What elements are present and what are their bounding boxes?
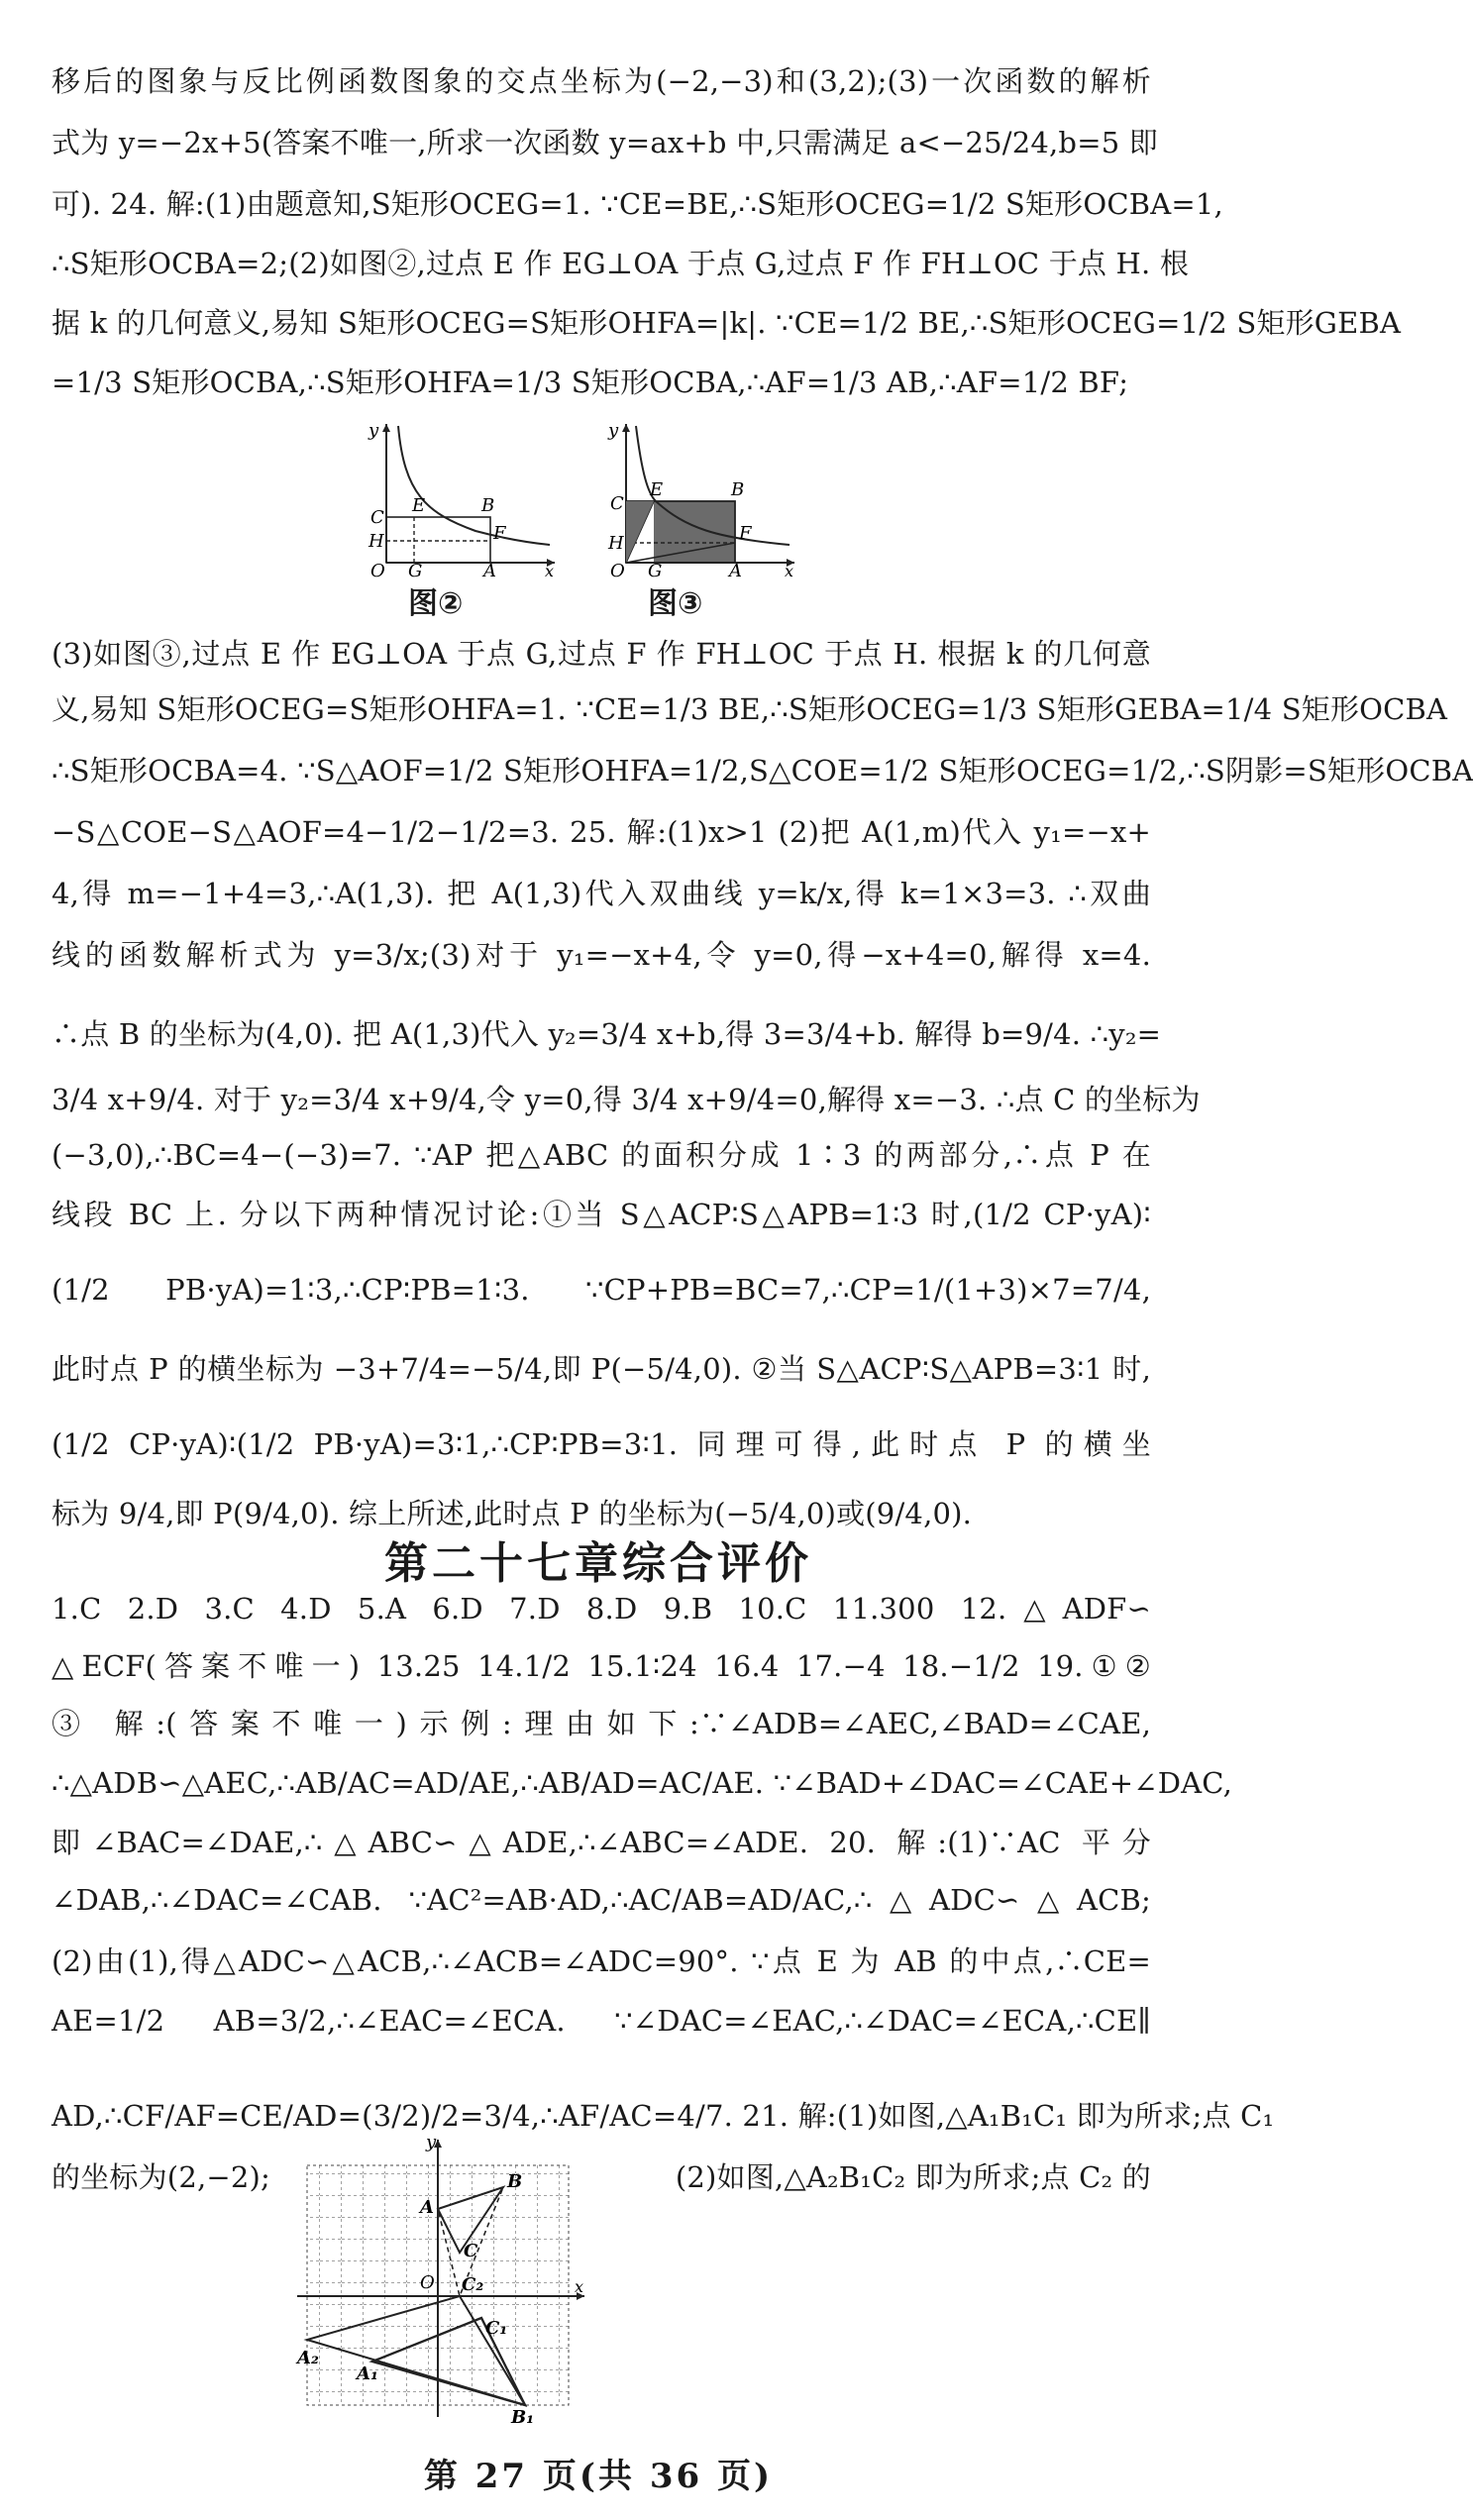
text-line: ∴点 B 的坐标为(4,0). 把 A(1,3)代入 y₂=3/4 x+b,得 3=3/4+b. 解得 b=9/4. ∴y₂= xyxy=(52,1017,1162,1051)
answer-line: 1.C 2.D 3.C 4.D 5.A 6.D 7.D 8.D 9.B 10.C 11.300 12.△ADF∽ xyxy=(52,1592,1151,1626)
grid-label: C₂ xyxy=(462,2274,484,2295)
text-line: 此时点 P 的横坐标为 −3+7/4=−5/4,即 P(−5/4,0). ②当 S△ACP∶S△APB=3∶1 时, xyxy=(52,1352,1151,1386)
text-line: (−3,0),∴BC=4−(−3)=7. ∵AP 把△ABC 的面积分成 1∶3 的两部分,∴点 P 在 xyxy=(52,1138,1151,1172)
page-footer: 第 27 页(共 36 页) xyxy=(423,2457,774,2496)
grid-label: A xyxy=(420,2197,434,2218)
figure-2-label: B xyxy=(481,495,495,516)
text-line: −S△COE−S△AOF=4−1/2−1/2=3. 25. 解:(1)x>1 (2)把 A(1,m)代入 y₁=−x+ xyxy=(52,815,1151,849)
figure-2-label: G xyxy=(408,561,423,581)
chapter-title: 第二十七章综合评价 xyxy=(384,1538,812,1589)
figure-2-label: x xyxy=(545,562,555,580)
figure-3-label: E xyxy=(650,479,664,500)
text-line: ∴S矩形OCBA=2;(2)如图②,过点 E 作 EG⊥OA 于点 G,过点 F 作 FH⊥OC 于点 H. 根 xyxy=(52,247,1190,280)
grid-label: A₁ xyxy=(357,2363,378,2384)
grid-label: x xyxy=(575,2277,584,2296)
figure-3-label: G xyxy=(648,561,663,581)
grid-label: C₁ xyxy=(485,2318,508,2339)
answer-line: 即∠BAC=∠DAE,∴△ABC∽△ADE,∴∠ABC=∠ADE. 20. 解:(1)∵AC 平分 xyxy=(52,1826,1151,1859)
grid-label: A₂ xyxy=(297,2348,319,2368)
text-line: =1/3 S矩形OCBA,∴S矩形OHFA=1/3 S矩形OCBA,∴AF=1/3 AB,∴AF=1/2 BF; xyxy=(52,366,1129,399)
grid-figure xyxy=(297,2130,594,2427)
answer-line: ∠DAB,∴∠DAC=∠CAB. ∵AC²=AB·AD,∴AC/AB=AD/AC,∴△ADC∽△ACB; xyxy=(52,1883,1151,1917)
figure-2-label: F xyxy=(493,523,506,544)
grid-label: B xyxy=(507,2171,523,2192)
text-line: (1/2 PB·yA)=1∶3,∴CP∶PB=1∶3. ∵CP+PB=BC=7,∴CP=1/(1+3)×7=7/4, xyxy=(52,1273,1151,1307)
grid-label: O xyxy=(420,2272,435,2293)
answer-line: ∴△ADB∽△AEC,∴AB/AC=AD/AE,∴AB/AD=AC/AE. ∵∠BAD+∠DAC=∠CAE+∠DAC, xyxy=(52,1766,1233,1800)
answer-line: AE=1/2 AB=3/2,∴∠EAC=∠ECA. ∵∠DAC=∠EAC,∴∠DAC=∠ECA,∴CE∥ xyxy=(52,2004,1151,2038)
figure-2-label: C xyxy=(370,507,384,528)
figure-3-label: y xyxy=(608,420,619,441)
answer-line: (2)如图,△A₂B₁C₂ 即为所求;点 C₂ 的 xyxy=(675,2160,1151,2194)
text-line: ∴S矩形OCBA=4. ∵S△AOF=1/2 S矩形OHFA=1/2,S△COE=1/2 S矩形OCEG=1/2,∴S阴影=S矩形OCBA xyxy=(52,754,1473,788)
text-line: 3/4 x+9/4. 对于 y₂=3/4 x+9/4,令 y=0,得 3/4 x+9/4=0,解得 x=−3. ∴点 C 的坐标为 xyxy=(52,1083,1201,1116)
figure-3 xyxy=(606,414,804,581)
figure-3-label: C xyxy=(610,493,624,514)
figure-3-caption: 图③ xyxy=(648,586,703,621)
figure-3-label: A xyxy=(729,561,742,581)
figure-2 xyxy=(367,414,565,581)
answer-line: AD,∴CF/AF=CE/AD=(3/2)/2=3/4,∴AF/AC=4/7. 21. 解:(1)如图,△A₁B₁C₁ 即为所求;点 C₁ xyxy=(52,2099,1275,2133)
figure-3-label: H xyxy=(608,533,624,554)
text-line: 线段 BC 上. 分以下两种情况讨论:①当 S△ACP∶S△APB=1∶3 时,(1/2 CP·yA)∶ xyxy=(52,1198,1151,1231)
figure-3-label: O xyxy=(610,561,625,581)
text-line: 线的函数解析式为 y=3/x;(3)对于 y₁=−x+4,令 y=0,得−x+4=0,解得 x=4. xyxy=(52,938,1151,972)
answer-line: 的坐标为(2,−2); xyxy=(52,2160,271,2194)
grid-label: C xyxy=(464,2241,478,2261)
text-line: 式为 y=−2x+5(答案不唯一,所求一次函数 y=ax+b 中,只需满足 a<−25/24,b=5 即 xyxy=(52,126,1158,159)
text-line: (3)如图③,过点 E 作 EG⊥OA 于点 G,过点 F 作 FH⊥OC 于点 H. 根据 k 的几何意 xyxy=(52,637,1151,671)
answer-line: ③ 解:(答案不唯一)示例:理由如下:∵∠ADB=∠AEC,∠BAD=∠CAE, xyxy=(52,1707,1151,1740)
grid-label: B₁ xyxy=(511,2407,535,2428)
figure-2-label: H xyxy=(368,531,384,552)
text-line: 可). 24. 解:(1)由题意知,S矩形OCEG=1. ∵CE=BE,∴S矩形OCEG=1/2 S矩形OCBA=1, xyxy=(52,187,1223,221)
text-line: 义,易知 S矩形OCEG=S矩形OHFA=1. ∵CE=1/3 BE,∴S矩形OCEG=1/3 S矩形GEBA=1/4 S矩形OCBA xyxy=(52,692,1448,726)
answer-line: (2)由(1),得△ADC∽△ACB,∴∠ACB=∠ADC=90°. ∵点 E 为 AB 的中点,∴CE= xyxy=(52,1944,1151,1978)
figure-3-label: F xyxy=(739,523,752,544)
figure-2-label: E xyxy=(412,495,426,516)
figure-2-caption: 图② xyxy=(408,586,464,621)
answer-line: △ECF(答案不唯一) 13.25 14.1/2 15.1∶24 16.4 17.−4 18.−1/2 19.①② xyxy=(52,1649,1151,1683)
text-line: 标为 9/4,即 P(9/4,0). 综上所述,此时点 P 的坐标为(−5/4,0)或(9/4,0). xyxy=(52,1497,973,1530)
figure-2-label: O xyxy=(370,561,385,581)
text-line: 移后的图象与反比例函数图象的交点坐标为(−2,−3)和(3,2);(3)一次函数的解析 xyxy=(52,64,1151,98)
text-line: (1/2 CP·yA)∶(1/2 PB·yA)=3∶1,∴CP∶PB=3∶1. 同理可得,此时点 P 的横坐 xyxy=(52,1427,1151,1461)
text-line: 4,得 m=−1+4=3,∴A(1,3). 把 A(1,3)代入双曲线 y=k/x,得 k=1×3=3. ∴双曲 xyxy=(52,877,1151,910)
grid-label: y xyxy=(426,2132,437,2152)
figure-2-label: A xyxy=(483,561,496,581)
figure-3-label: x xyxy=(785,562,794,580)
figure-3-label: B xyxy=(731,479,745,500)
text-line: 据 k 的几何意义,易知 S矩形OCEG=S矩形OHFA=|k|. ∵CE=1/2 BE,∴S矩形OCEG=1/2 S矩形GEBA xyxy=(52,306,1402,340)
figure-2-label: y xyxy=(368,420,379,441)
